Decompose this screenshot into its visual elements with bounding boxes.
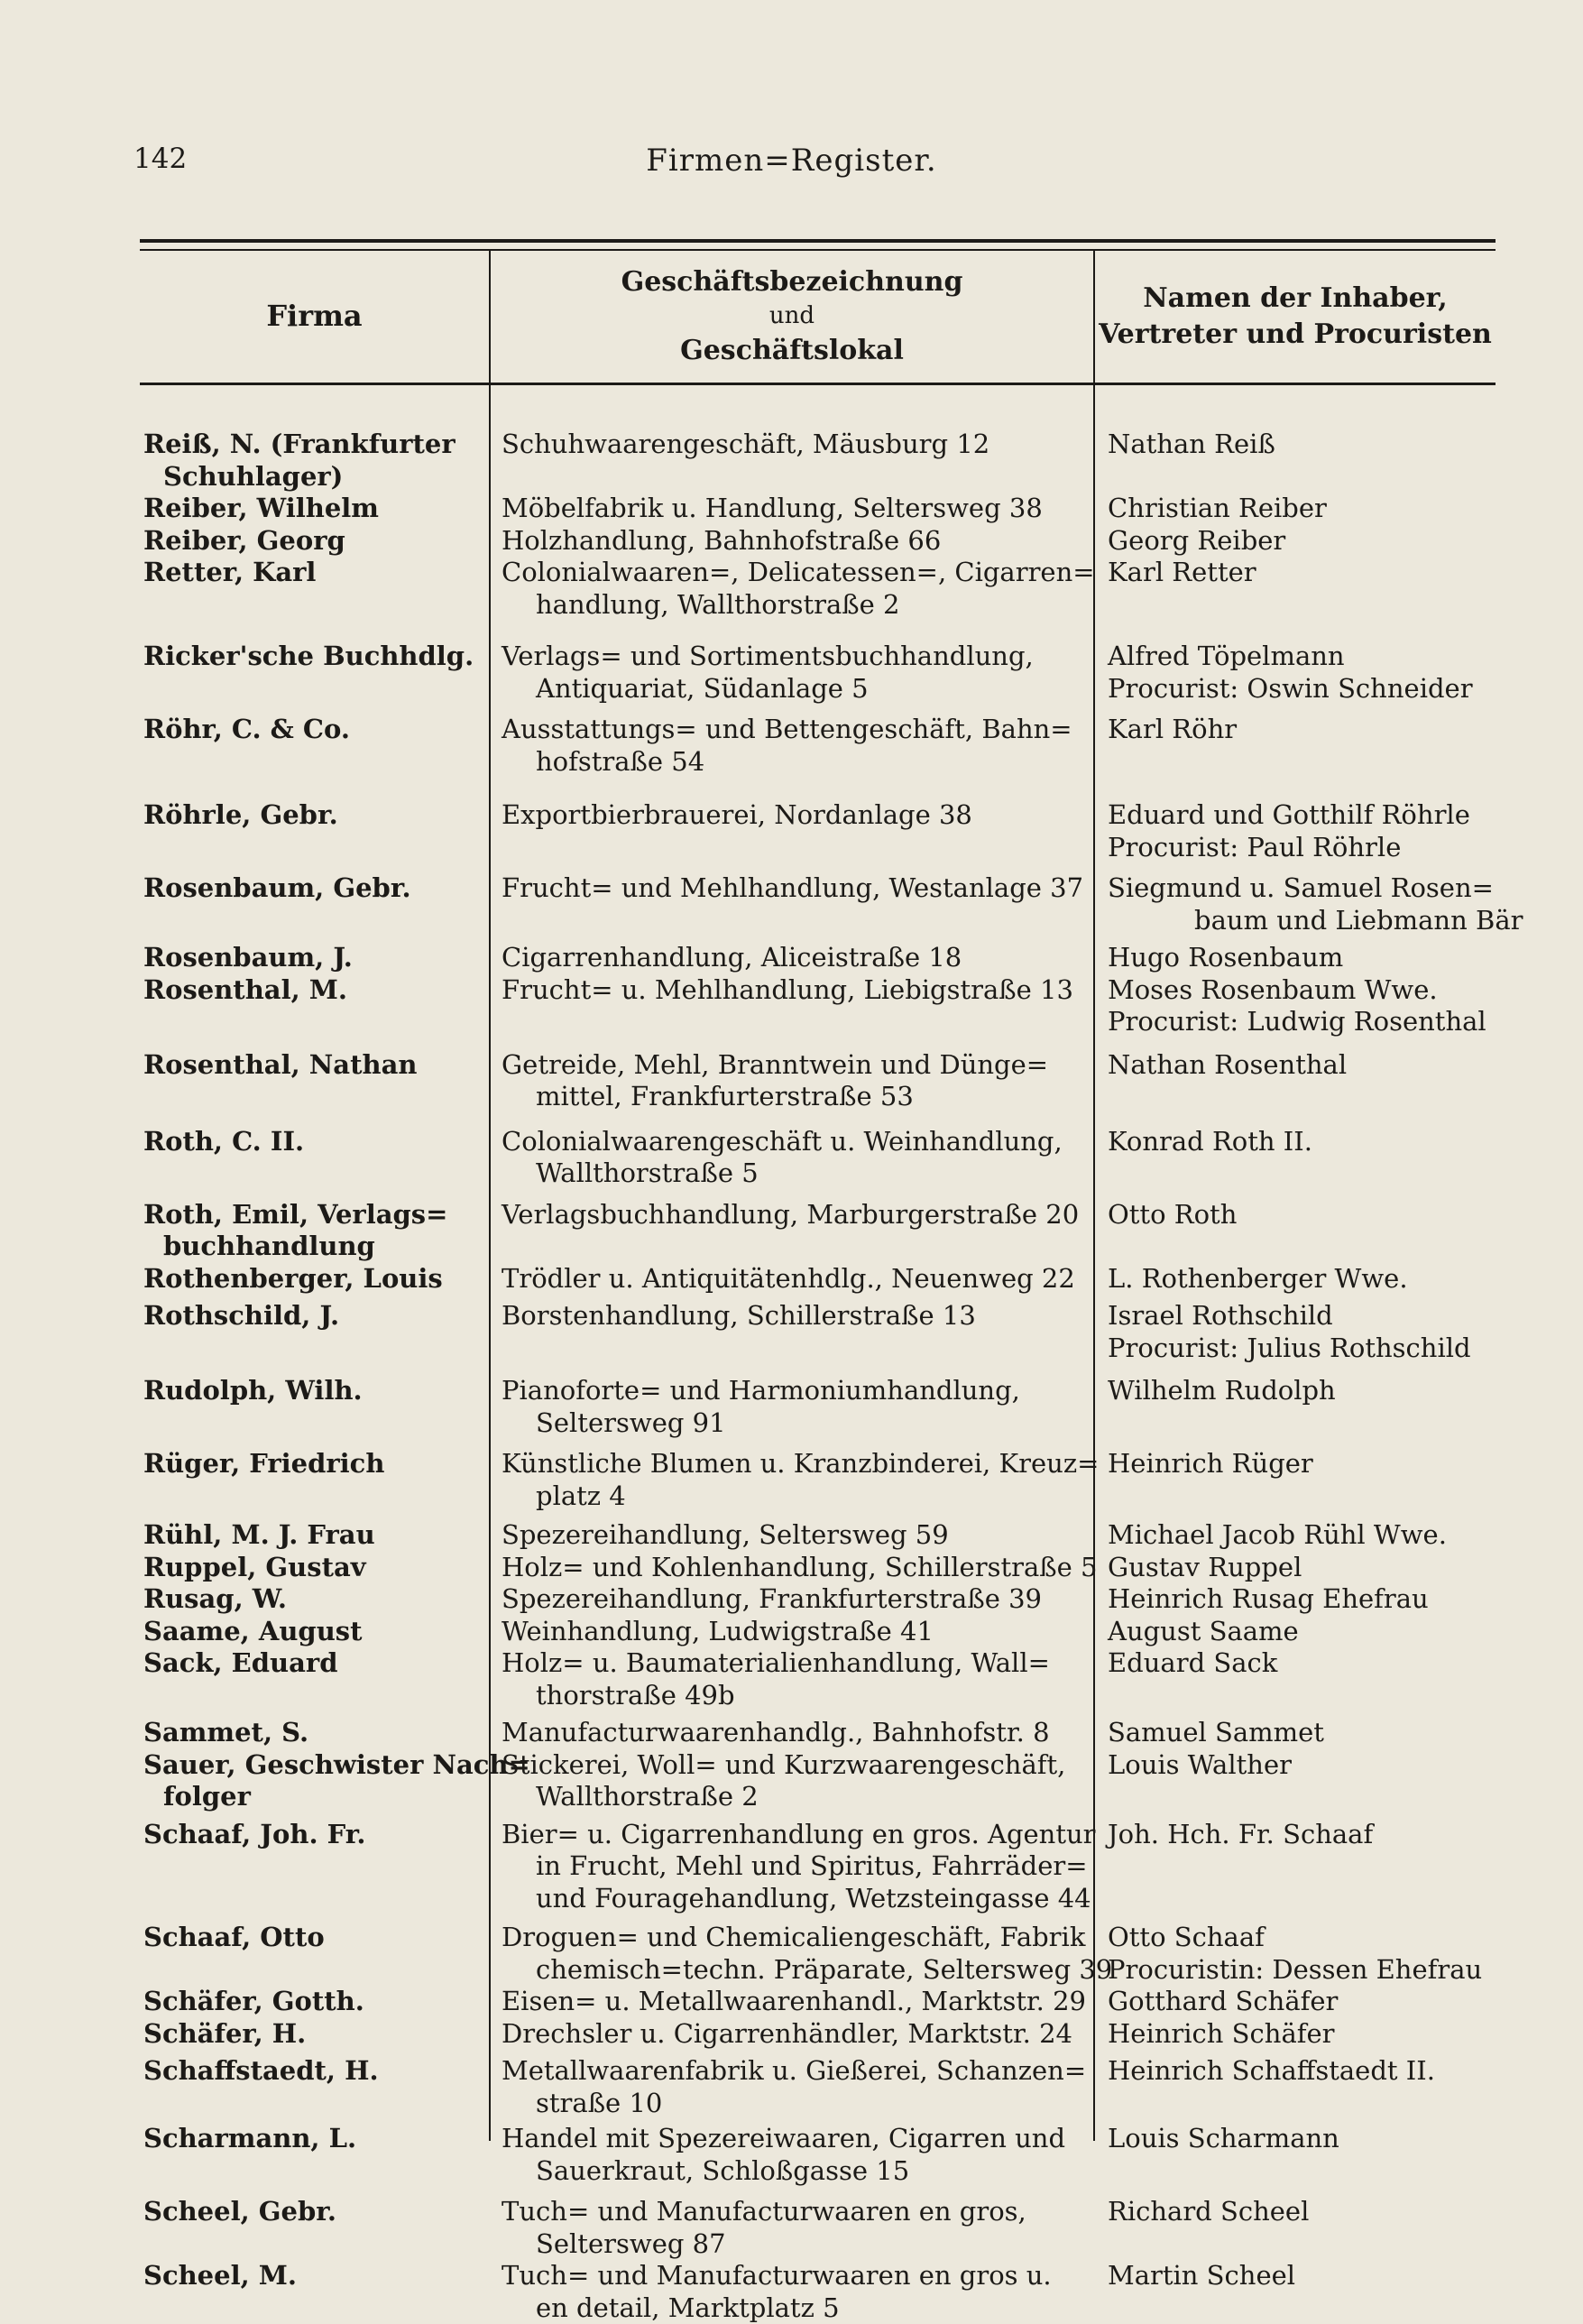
owners-cell <box>1093 525 1496 558</box>
owners-cell <box>1093 1300 1496 1364</box>
business-cell <box>489 2260 1093 2324</box>
owners-cell <box>1093 1717 1496 1749</box>
business-cell <box>489 525 1093 558</box>
table-row <box>140 2260 1496 2324</box>
owners-line: Heinrich Rüger <box>1108 1448 1496 1480</box>
business-cell <box>489 2055 1093 2119</box>
table-row <box>140 1448 1496 1512</box>
business-line: mittel, Frankfurterstraße 53 <box>502 1081 1084 1113</box>
firm-name-line: Rothenberger, Louis <box>143 1263 480 1296</box>
firm-name-cell <box>140 1986 489 2018</box>
firm-name-line: Rüger, Friedrich <box>143 1448 480 1480</box>
owners-cell <box>1093 2196 1496 2260</box>
owners-line: Eduard und Gotthilf Röhrle <box>1108 799 1496 832</box>
firm-name-line: Scheel, Gebr. <box>143 2196 480 2228</box>
owners-cell <box>1093 714 1496 778</box>
firm-name-cell <box>140 557 489 621</box>
firm-name-line: Schaaf, Otto <box>143 1922 480 1954</box>
firm-name-line: Ricker'sche Buchhdlg. <box>143 641 480 673</box>
owners-cell <box>1093 1049 1496 1113</box>
owners-line: Procurist: Oswin Schneider <box>1108 673 1496 706</box>
owners-cell <box>1093 1375 1496 1439</box>
firm-name-line: Roth, Emil, Verlags= <box>143 1199 480 1231</box>
owners-cell <box>1093 1583 1496 1616</box>
firm-name-line: Reiber, Georg <box>143 525 480 558</box>
business-line: Pianoforte= und Harmoniumhandlung, <box>502 1375 1084 1407</box>
business-line: Bier= u. Cigarrenhandlung en gros. Agentur <box>502 1819 1084 1851</box>
firm-name-line: Schäfer, Gotth. <box>143 1986 480 2018</box>
business-cell <box>489 1263 1093 1296</box>
business-line: en detail, Marktplatz 5 <box>502 2292 1084 2324</box>
firm-name-cell <box>140 1126 489 1190</box>
business-cell <box>489 714 1093 778</box>
business-line: Manufacturwaarenhandlg., Bahnhofstr. 8 <box>502 1717 1084 1749</box>
owners-line: Richard Scheel <box>1108 2196 1496 2228</box>
owners-cell <box>1093 2018 1496 2051</box>
business-cell <box>489 974 1093 1038</box>
firm-name-cell <box>140 1300 489 1364</box>
firm-name-line: Schaaf, Joh. Fr. <box>143 1819 480 1851</box>
owners-line: Heinrich Schäfer <box>1108 2018 1496 2051</box>
running-head: Firmen=Register. <box>0 143 1583 179</box>
owners-cell <box>1093 641 1496 705</box>
business-cell <box>489 1986 1093 2018</box>
firm-name-cell <box>140 2055 489 2119</box>
business-line: chemisch=techn. Präparate, Seltersweg 39 <box>502 1954 1084 1987</box>
business-line: Weinhandlung, Ludwigstraße 41 <box>502 1616 1084 1648</box>
firm-name-line: Röhrle, Gebr. <box>143 799 480 832</box>
owners-line: Otto Schaaf <box>1108 1922 1496 1954</box>
firm-name-line: Roth, C. II. <box>143 1126 480 1158</box>
table-row <box>140 974 1496 1038</box>
business-cell <box>489 1583 1093 1616</box>
business-cell <box>489 872 1093 936</box>
table-row <box>140 1300 1496 1364</box>
table-row <box>140 1126 1496 1190</box>
business-line: Metallwaarenfabrik u. Gießerei, Schanzen= <box>502 2055 1084 2088</box>
business-line: Antiquariat, Südanlage 5 <box>502 673 1084 706</box>
business-cell <box>489 799 1093 863</box>
owners-cell <box>1093 429 1496 493</box>
firm-name-cell <box>140 2260 489 2324</box>
owners-line: Procurist: Julius Rothschild <box>1108 1333 1496 1365</box>
owners-line: Nathan Reiß <box>1108 429 1496 461</box>
firm-name-line: Retter, Karl <box>143 557 480 589</box>
business-line: Holz= und Kohlenhandlung, Schillerstraße 5 <box>502 1552 1084 1584</box>
header-namen-line1: Namen der Inhaber, <box>1099 281 1492 318</box>
table-row <box>140 714 1496 778</box>
table-row <box>140 2055 1496 2119</box>
business-line: Handel mit Spezereiwaaren, Cigarren und <box>502 2123 1084 2155</box>
owners-line: Georg Reiber <box>1108 525 1496 558</box>
firm-name-cell <box>140 1448 489 1512</box>
table-row <box>140 1199 1496 1263</box>
business-line: Verlagsbuchhandlung, Marburgerstraße 20 <box>502 1199 1084 1231</box>
owners-line: Joh. Hch. Fr. Schaaf <box>1108 1819 1496 1851</box>
owners-line: Siegmund u. Samuel Rosen= <box>1108 872 1496 905</box>
firm-name-cell <box>140 1717 489 1749</box>
business-cell <box>489 1647 1093 1711</box>
owners-line: Louis Scharmann <box>1108 2123 1496 2155</box>
firm-name-line: Schäfer, H. <box>143 2018 480 2051</box>
business-cell <box>489 2123 1093 2187</box>
firm-name-cell <box>140 1049 489 1113</box>
owners-cell <box>1093 1616 1496 1648</box>
owners-line: Konrad Roth II. <box>1108 1126 1496 1158</box>
firm-name-line: Scharmann, L. <box>143 2123 480 2155</box>
owners-cell <box>1093 1448 1496 1512</box>
table-row <box>140 1647 1496 1711</box>
owners-line: Wilhelm Rudolph <box>1108 1375 1496 1407</box>
firm-name-cell <box>140 942 489 974</box>
business-cell <box>489 1717 1093 1749</box>
business-line: Droguen= und Chemicaliengeschäft, Fabrik <box>502 1922 1084 1954</box>
business-line: Eisen= u. Metallwaarenhandl., Marktstr. 29 <box>502 1986 1084 2018</box>
firm-name-cell <box>140 1647 489 1711</box>
firm-name-cell <box>140 1263 489 1296</box>
business-cell <box>489 1448 1093 1512</box>
top-rule-thin <box>140 249 1496 251</box>
firm-name-cell <box>140 1922 489 1986</box>
owners-cell <box>1093 557 1496 621</box>
owners-line: Gustav Ruppel <box>1108 1552 1496 1584</box>
business-cell <box>489 1049 1093 1113</box>
firm-name-cell <box>140 525 489 558</box>
firm-name-line: Reiber, Wilhelm <box>143 493 480 525</box>
firm-name-cell <box>140 974 489 1038</box>
table-row <box>140 1749 1496 1813</box>
header-geschaeft-line1: Geschäftsbezeichnung <box>621 264 963 301</box>
table-row <box>140 942 1496 974</box>
owners-cell <box>1093 1749 1496 1813</box>
firm-name-cell <box>140 2123 489 2187</box>
business-cell <box>489 1519 1093 1552</box>
business-cell <box>489 1819 1093 1915</box>
table-row <box>140 799 1496 863</box>
owners-line: Heinrich Rusag Ehefrau <box>1108 1583 1496 1616</box>
owners-line: L. Rothenberger Wwe. <box>1108 1263 1496 1296</box>
firm-name-cell <box>140 1552 489 1584</box>
business-line: Seltersweg 91 <box>502 1407 1084 1440</box>
owners-line: Michael Jacob Rühl Wwe. <box>1108 1519 1496 1552</box>
firm-name-line: Sack, Eduard <box>143 1647 480 1680</box>
firm-name-cell <box>140 1519 489 1552</box>
owners-cell <box>1093 1819 1496 1915</box>
business-cell <box>489 1126 1093 1190</box>
header-namen <box>1095 253 1496 381</box>
table-row <box>140 872 1496 936</box>
firm-name-cell <box>140 641 489 705</box>
business-line: Frucht= u. Mehlhandlung, Liebigstraße 13 <box>502 974 1084 1007</box>
owners-line: Procuristin: Dessen Ehefrau <box>1108 1954 1496 1987</box>
firm-name-line: Sauer, Geschwister Nach= <box>143 1749 480 1782</box>
owners-line: Procurist: Paul Röhrle <box>1108 832 1496 864</box>
business-line: in Frucht, Mehl und Spiritus, Fahrräder= <box>502 1850 1084 1883</box>
table-row <box>140 429 1496 493</box>
business-line: Borstenhandlung, Schillerstraße 13 <box>502 1300 1084 1333</box>
table-row <box>140 1375 1496 1439</box>
business-line: Wallthorstraße 2 <box>502 1781 1084 1813</box>
owners-line: Procurist: Ludwig Rosenthal <box>1108 1006 1496 1038</box>
business-line: Stickerei, Woll= und Kurzwaarengeschäft, <box>502 1749 1084 1782</box>
business-line: Sauerkraut, Schloßgasse 15 <box>502 2155 1084 2188</box>
business-line: thorstraße 49b <box>502 1680 1084 1712</box>
table-row <box>140 1552 1496 1584</box>
firm-name-cell <box>140 429 489 493</box>
table-row <box>140 525 1496 558</box>
firm-name-line: Reiß, N. (Frankfurter <box>143 429 480 461</box>
firm-name-line: Ruppel, Gustav <box>143 1552 480 1584</box>
firm-name-cell <box>140 1583 489 1616</box>
owners-cell <box>1093 2260 1496 2324</box>
firm-name-line: Rothschild, J. <box>143 1300 480 1333</box>
table-row <box>140 1717 1496 1749</box>
business-line: Getreide, Mehl, Branntwein und Dünge= <box>502 1049 1084 1082</box>
firm-name-cell <box>140 493 489 525</box>
owners-cell <box>1093 1199 1496 1263</box>
business-line: und Fouragehandlung, Wetzsteingasse 44 <box>502 1883 1084 1915</box>
firm-name-cell <box>140 2018 489 2051</box>
owners-cell <box>1093 1647 1496 1711</box>
firm-name-cell <box>140 714 489 778</box>
business-cell <box>489 1616 1093 1648</box>
owners-cell <box>1093 1263 1496 1296</box>
header-namen-line2: Vertreter und Procuristen <box>1099 317 1492 354</box>
business-line: Wallthorstraße 5 <box>502 1157 1084 1190</box>
owners-line: Samuel Sammet <box>1108 1717 1496 1749</box>
top-rule-thick <box>140 239 1496 243</box>
business-cell <box>489 1749 1093 1813</box>
owners-cell <box>1093 493 1496 525</box>
owners-cell <box>1093 942 1496 974</box>
firm-name-line: Saame, August <box>143 1616 480 1648</box>
owners-line: Otto Roth <box>1108 1199 1496 1231</box>
table-row <box>140 1922 1496 1986</box>
table-row <box>140 2123 1496 2187</box>
business-line: Spezereihandlung, Frankfurterstraße 39 <box>502 1583 1084 1616</box>
table-row <box>140 1519 1496 1552</box>
owners-cell <box>1093 2055 1496 2119</box>
business-line: Exportbierbrauerei, Nordanlage 38 <box>502 799 1084 832</box>
table-row <box>140 1819 1496 1915</box>
business-line: Künstliche Blumen u. Kranzbinderei, Kreuz= <box>502 1448 1084 1480</box>
business-line: Tuch= und Manufacturwaaren en gros, <box>502 2196 1084 2228</box>
firm-name-line: Rudolph, Wilh. <box>143 1375 480 1407</box>
owners-line: Louis Walther <box>1108 1749 1496 1782</box>
business-cell <box>489 1552 1093 1584</box>
table-row <box>140 1263 1496 1296</box>
business-line: Holz= u. Baumaterialienhandlung, Wall= <box>502 1647 1084 1680</box>
header-geschaeft-line3: Geschäftslokal <box>621 333 963 370</box>
owners-cell <box>1093 1519 1496 1552</box>
business-cell <box>489 2196 1093 2260</box>
firm-name-cell <box>140 1199 489 1263</box>
business-cell <box>489 1199 1093 1263</box>
business-line: Colonialwaarengeschäft u. Weinhandlung, <box>502 1126 1084 1158</box>
firm-name-cell <box>140 1616 489 1648</box>
firm-name-line: Rühl, M. J. Frau <box>143 1519 480 1552</box>
table-row <box>140 2196 1496 2260</box>
owners-line: Martin Scheel <box>1108 2260 1496 2292</box>
business-cell <box>489 429 1093 493</box>
owners-line: Christian Reiber <box>1108 493 1496 525</box>
owners-line: Nathan Rosenthal <box>1108 1049 1496 1082</box>
firm-name-cell <box>140 2196 489 2260</box>
firm-name-line: Rusag, W. <box>143 1583 480 1616</box>
header-geschaeft-line2: und <box>621 300 963 332</box>
business-line: Möbelfabrik u. Handlung, Seltersweg 38 <box>502 493 1084 525</box>
business-line: Tuch= und Manufacturwaaren en gros u. <box>502 2260 1084 2292</box>
business-cell <box>489 493 1093 525</box>
table-row <box>140 1616 1496 1648</box>
firm-name-line: Rosenthal, Nathan <box>143 1049 480 1082</box>
owners-line: Alfred Töpelmann <box>1108 641 1496 673</box>
table-row <box>140 2018 1496 2051</box>
table-row <box>140 493 1496 525</box>
owners-line: Heinrich Schaffstaedt II. <box>1108 2055 1496 2088</box>
firm-name-cell <box>140 872 489 936</box>
business-line: Holzhandlung, Bahnhofstraße 66 <box>502 525 1084 558</box>
firm-name-line: Rosenthal, M. <box>143 974 480 1007</box>
owners-line: Hugo Rosenbaum <box>1108 942 1496 974</box>
business-line: Verlags= und Sortimentsbuchhandlung, <box>502 641 1084 673</box>
firm-name-line: Rosenbaum, Gebr. <box>143 872 480 905</box>
owners-cell <box>1093 974 1496 1038</box>
firm-name-cell <box>140 799 489 863</box>
owners-line: baum und Liebmann Bär <box>1108 905 1496 937</box>
business-line: Drechsler u. Cigarrenhändler, Marktstr. 24 <box>502 2018 1084 2051</box>
owners-line: Karl Röhr <box>1108 714 1496 746</box>
business-line: Seltersweg 87 <box>502 2228 1084 2261</box>
business-cell <box>489 557 1093 621</box>
business-line: platz 4 <box>502 1480 1084 1513</box>
business-line: Trödler u. Antiquitätenhdlg., Neuenweg 22 <box>502 1263 1084 1296</box>
business-line: Colonialwaaren=, Delicatessen=, Cigarren= <box>502 557 1084 589</box>
firm-name-cell <box>140 1375 489 1439</box>
owners-cell <box>1093 2123 1496 2187</box>
header-firma: Firma <box>140 253 489 381</box>
owners-line: Eduard Sack <box>1108 1647 1496 1680</box>
page-number: 142 <box>133 143 187 175</box>
firm-name-line: Röhr, C. & Co. <box>143 714 480 746</box>
firm-name-line: folger <box>143 1781 480 1813</box>
header-rule <box>140 383 1496 385</box>
business-line: Frucht= und Mehlhandlung, Westanlage 37 <box>502 872 1084 905</box>
owners-cell <box>1093 1922 1496 1986</box>
business-cell <box>489 2018 1093 2051</box>
business-line: Spezereihandlung, Seltersweg 59 <box>502 1519 1084 1552</box>
business-line: handlung, Wallthorstraße 2 <box>502 589 1084 622</box>
business-cell <box>489 641 1093 705</box>
firm-name-line: Schaffstaedt, H. <box>143 2055 480 2088</box>
owners-line: Karl Retter <box>1108 557 1496 589</box>
header-geschaeft <box>491 253 1093 381</box>
business-cell <box>489 942 1093 974</box>
firm-name-line: Schuhlager) <box>143 461 480 493</box>
owners-line: Moses Rosenbaum Wwe. <box>1108 974 1496 1007</box>
owners-cell <box>1093 799 1496 863</box>
firm-name-line: buchhandlung <box>143 1231 480 1263</box>
owners-cell <box>1093 872 1496 936</box>
business-line: Cigarrenhandlung, Aliceistraße 18 <box>502 942 1084 974</box>
firm-name-line: Sammet, S. <box>143 1717 480 1749</box>
owners-cell <box>1093 1126 1496 1190</box>
business-line: hofstraße 54 <box>502 746 1084 779</box>
business-line: Ausstattungs= und Bettengeschäft, Bahn= <box>502 714 1084 746</box>
table-row <box>140 1986 1496 2018</box>
firm-name-cell <box>140 1749 489 1813</box>
firm-name-line: Rosenbaum, J. <box>143 942 480 974</box>
business-cell <box>489 1375 1093 1439</box>
business-cell <box>489 1300 1093 1364</box>
firm-name-cell <box>140 1819 489 1915</box>
owners-cell <box>1093 1986 1496 2018</box>
table-row <box>140 1583 1496 1616</box>
register-table-body <box>140 429 1496 2324</box>
table-row <box>140 557 1496 621</box>
firm-name-line: Scheel, M. <box>143 2260 480 2292</box>
business-line: straße 10 <box>502 2088 1084 2120</box>
owners-line: Gotthard Schäfer <box>1108 1986 1496 2018</box>
table-row <box>140 1049 1496 1113</box>
owners-line: Israel Rothschild <box>1108 1300 1496 1333</box>
owners-line: August Saame <box>1108 1616 1496 1648</box>
table-row <box>140 641 1496 705</box>
owners-cell <box>1093 1552 1496 1584</box>
business-cell <box>489 1922 1093 1986</box>
business-line: Schuhwaarengeschäft, Mäusburg 12 <box>502 429 1084 461</box>
